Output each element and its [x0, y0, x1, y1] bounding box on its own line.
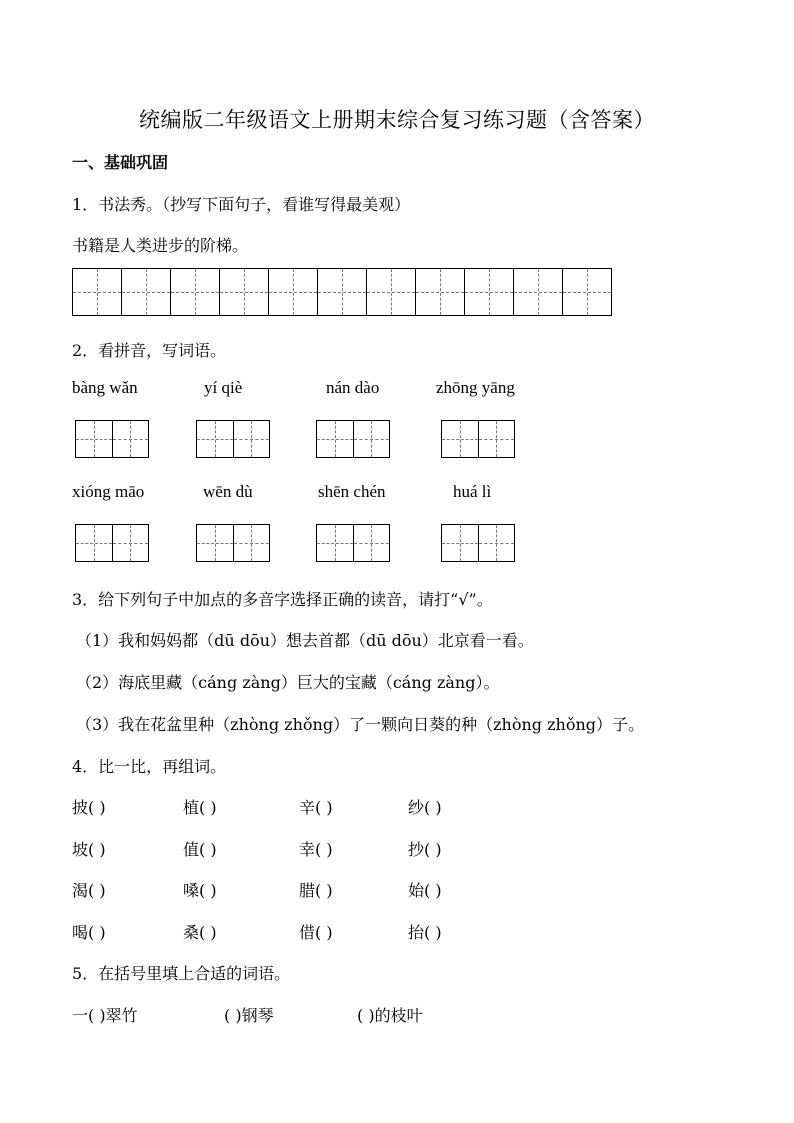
compare-item: 植( ) — [183, 798, 217, 817]
pinyin-label: huá lì — [453, 482, 492, 501]
compare-item: 披( ) — [72, 798, 106, 817]
answer-box[interactable] — [441, 420, 515, 458]
writing-cell[interactable] — [269, 269, 318, 315]
answer-box[interactable] — [441, 524, 515, 562]
writing-cell[interactable] — [171, 269, 220, 315]
compare-item: 腊( ) — [299, 881, 333, 900]
compare-item: 值( ) — [183, 840, 217, 859]
writing-cell[interactable] — [318, 269, 367, 315]
pinyin-label: wēn dù — [203, 482, 253, 501]
writing-cell[interactable] — [122, 269, 171, 315]
pinyin-label: shēn chén — [318, 482, 386, 501]
question-5-prompt: 5．在括号里填上合适的词语。 — [72, 964, 291, 983]
compare-item: 抬( ) — [408, 923, 442, 942]
writing-cell[interactable] — [220, 269, 269, 315]
pinyin-label: nán dào — [326, 378, 380, 397]
question-1-prompt: 1．书法秀。（抄写下面句子，看谁写得最美观） — [72, 195, 411, 214]
compare-item: 坡( ) — [72, 840, 106, 859]
writing-cell[interactable] — [416, 269, 465, 315]
writing-cell[interactable] — [367, 269, 416, 315]
compare-item: 抄( ) — [408, 840, 442, 859]
answer-box[interactable] — [196, 420, 270, 458]
writing-grid[interactable] — [72, 268, 612, 316]
compare-item: 始( ) — [408, 881, 442, 900]
writing-cell[interactable] — [73, 269, 122, 315]
compare-item: 借( ) — [299, 923, 333, 942]
compare-item: 幸( ) — [299, 840, 333, 859]
question-1-sentence: 书籍是人类进步的阶梯。 — [72, 236, 249, 255]
question-3-item: （3）我在花盆里种（zhòng zhǒng）了一颗向日葵的种（zhòng zhǒng）子。 — [76, 715, 645, 734]
compare-item: 嗓( ) — [183, 881, 217, 900]
question-4-prompt: 4．比一比，再组词。 — [72, 757, 227, 776]
fill-item: 一( )翠竹 — [72, 1006, 138, 1025]
question-2-prompt: 2．看拼音，写词语。 — [72, 341, 227, 360]
question-3-item: （1）我和妈妈都（dū dōu）想去首都（dū dōu）北京看一看。 — [76, 631, 534, 650]
pinyin-label: zhōng yāng — [436, 378, 515, 397]
pinyin-label: bàng wǎn — [72, 378, 138, 397]
answer-box[interactable] — [316, 524, 390, 562]
compare-item: 桑( ) — [183, 923, 217, 942]
question-3-item: （2）海底里藏（cáng zàng）巨大的宝藏（cáng zàng）。 — [76, 673, 500, 692]
fill-item: ( )的枝叶 — [357, 1006, 423, 1025]
answer-box[interactable] — [75, 420, 149, 458]
question-3-prompt: 3．给下列句子中加点的多音字选择正确的读音，请打“√”。 — [72, 590, 493, 609]
pinyin-label: yí qiè — [204, 378, 243, 397]
section-heading: 一、基础巩固 — [72, 153, 169, 172]
compare-item: 辛( ) — [299, 798, 333, 817]
compare-item: 纱( ) — [408, 798, 442, 817]
answer-box[interactable] — [316, 420, 390, 458]
writing-cell[interactable] — [514, 269, 563, 315]
fill-item: ( )钢琴 — [224, 1006, 274, 1025]
writing-cell[interactable] — [563, 269, 611, 315]
answer-box[interactable] — [196, 524, 270, 562]
compare-item: 喝( ) — [72, 923, 106, 942]
compare-item: 渴( ) — [72, 881, 106, 900]
pinyin-label: xióng māo — [72, 482, 145, 501]
page-title: 统编版二年级语文上册期末综合复习练习题（含答案） — [139, 108, 655, 132]
writing-cell[interactable] — [465, 269, 514, 315]
answer-box[interactable] — [75, 524, 149, 562]
